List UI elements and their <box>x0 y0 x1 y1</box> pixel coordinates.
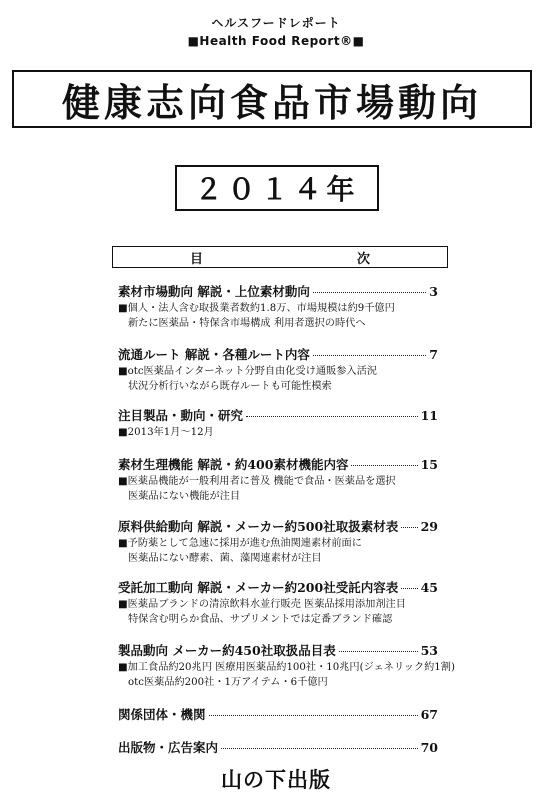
description-line: 特保含む明らか食品、サプリメントでは定番ブランド確認 <box>128 613 393 625</box>
series-title-jp: ヘルスフードレポート <box>211 16 341 30</box>
toc-entry-title: 流通ルート 解説・各種ルート内容 <box>118 347 310 362</box>
description-line: ■予防薬として急速に採用が進む魚油関連素材前面に <box>118 538 362 549</box>
toc-entry-title: 関係団体・機関 <box>118 707 206 722</box>
toc-entry-page: 29 <box>420 519 438 534</box>
toc-entry <box>118 738 438 756</box>
toc-entry-title: 注目製品・動向・研究 <box>118 408 244 423</box>
description-line: otc医薬品約200社・1万アイテム・6千億円 <box>128 676 328 688</box>
year-box <box>175 165 379 211</box>
leader-dots <box>401 588 417 589</box>
description-line: ■医薬品機能が一般利用者に普及 機能で食品・医薬品を選択 <box>118 476 396 487</box>
toc-entry-page: 67 <box>420 707 438 722</box>
description-line: ■個人・法人含む取扱業者数約1.8万、市場規模は約9千億円 <box>118 303 395 314</box>
leader-dots <box>221 748 418 749</box>
toc-entry <box>118 578 438 627</box>
toc-entry-page: 53 <box>420 643 438 658</box>
year-label: ２０１４年 <box>194 173 360 206</box>
toc-entry-title: 素材市場動向 解説・上位素材動向 <box>118 284 310 299</box>
toc-entry-line <box>118 578 438 596</box>
description-line: ■加工食品約20兆円 医療用医薬品約100社・10兆円(ジェネリック約1割) <box>118 662 455 673</box>
toc-entry-line <box>118 282 438 300</box>
toc-entry-description <box>118 302 438 331</box>
toc-entry-page: 11 <box>420 408 438 423</box>
toc-entry-description <box>118 426 438 441</box>
toc-entry-page: 70 <box>420 740 438 755</box>
description-line: 新たに医薬品・特保含市場構成 利用者選択の時代へ <box>128 317 366 329</box>
toc-heading <box>112 246 448 268</box>
toc-entry-description <box>118 475 438 504</box>
toc-entry-description <box>118 661 455 690</box>
toc-entry-description <box>118 598 438 627</box>
description-line: 医薬品にない機能が注目 <box>128 490 241 502</box>
description-line: 医薬品にない酵素、菌、藻関連素材が注目 <box>128 552 322 564</box>
leader-dots <box>401 527 417 528</box>
toc-entry-title: 素材生理機能 解説・約400素材機能内容 <box>118 457 349 472</box>
toc-entry <box>118 282 438 331</box>
toc-entry-line <box>118 738 438 756</box>
description-line: ■2013年1月～12月 <box>118 427 214 438</box>
leader-dots <box>339 651 418 652</box>
toc-entry <box>118 455 438 504</box>
series-title-en: ■Health Food Report®■ <box>187 34 365 48</box>
toc-heading-left: 目 <box>189 251 203 267</box>
publisher-name: 山の下出版 <box>221 767 331 792</box>
leader-dots <box>313 292 426 293</box>
toc-entry <box>118 517 438 566</box>
toc-entry-title: 製品動向 メーカー約450社取扱品目表 <box>118 643 336 658</box>
toc-entry-page: 15 <box>420 457 438 472</box>
toc-entry-description <box>118 537 438 566</box>
toc-entry <box>118 406 438 441</box>
toc-heading-right: 次 <box>356 251 370 267</box>
toc-entry-page: 45 <box>420 580 438 595</box>
description-line: ■医薬品ブランドの清涼飲料水並行販売 医薬品採用添加剤注目 <box>118 599 406 610</box>
toc-entry-page: 7 <box>429 347 438 362</box>
main-title-box <box>12 70 532 128</box>
toc-entry-title: 受託加工動向 解説・メーカー約200社受託内容表 <box>118 580 399 595</box>
toc-entry-line <box>118 641 438 659</box>
toc-entry-description <box>118 365 438 394</box>
toc-entry-line <box>118 705 438 723</box>
toc-entry-line <box>118 455 438 473</box>
toc-entry-line <box>118 345 438 363</box>
leader-dots <box>351 465 417 466</box>
toc-entry <box>118 641 455 690</box>
toc-entry-line <box>118 406 438 424</box>
main-title: 健康志向食品市場動向 <box>61 79 482 125</box>
toc-entry-title: 原料供給動向 解説・メーカー約500社取扱素材表 <box>118 519 399 534</box>
toc-entry-line <box>118 517 438 535</box>
leader-dots <box>313 355 426 356</box>
toc-entry <box>118 705 438 723</box>
toc-entry <box>118 345 438 394</box>
description-line: 状況分析行いながら既存ルートも可能性模索 <box>128 380 332 392</box>
toc-entry-page: 3 <box>429 284 438 299</box>
leader-dots <box>246 416 418 417</box>
description-line: ■otc医薬品インターネット分野自由化受け通販参入活況 <box>118 366 377 377</box>
leader-dots <box>209 715 418 716</box>
toc-entry-title: 出版物・広告案内 <box>118 740 219 755</box>
